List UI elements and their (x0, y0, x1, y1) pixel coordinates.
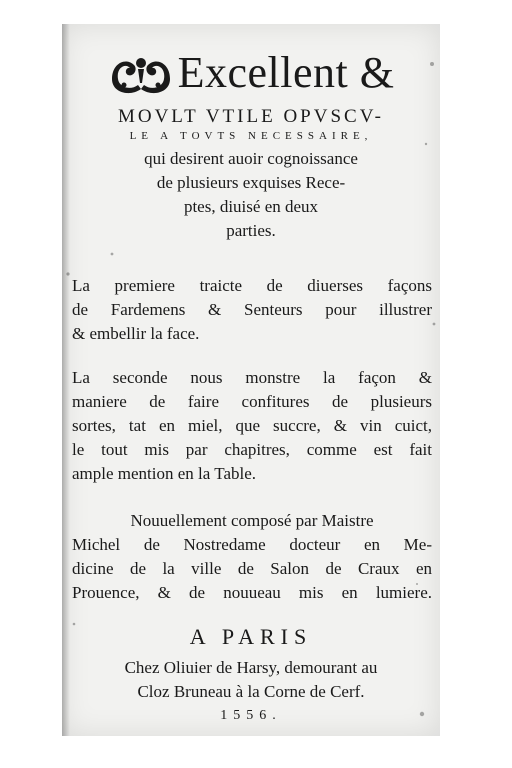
paragraph-line: La premiere traicte de diuerses façons (72, 276, 432, 295)
paragraph-line: sortes, tat en miel, que succre, & vin cuict, (72, 416, 432, 435)
paragraph-line: & embellir la face. (72, 324, 200, 343)
paragraph-line: Michel de Nostredame docteur en Me- (72, 535, 432, 554)
paragraph-second-part (72, 366, 432, 486)
paragraph-first-part (72, 274, 432, 346)
paragraph-line: Nouuellement composé par Maistre (130, 511, 374, 530)
paragraph-line: le tout mis par chapitres, comme est fait (72, 440, 432, 459)
paragraph-line: Prouence, & de nouueau mis en lumiere. (72, 583, 432, 602)
subtitle-line: parties. (226, 221, 276, 240)
subtitle-line: qui desirent auoir cognoissance (144, 149, 358, 168)
paragraph-line: de Fardemens & Senteurs pour illustrer (72, 300, 432, 319)
title-page (62, 24, 440, 736)
imprint-printer: Chez Oliuier de Harsy, demourant au (124, 658, 378, 677)
paragraph-line: La seconde nous monstre la façon & (72, 368, 432, 387)
fleuron-icon (108, 49, 174, 95)
subtitle-line: ptes, diuisé en deux (183, 197, 319, 216)
page-edge-shadow (62, 24, 70, 736)
paragraph-author (72, 509, 432, 605)
imprint-year: 1556. (220, 708, 282, 723)
title-caps-line-1: MOVLT VTILE OPVSCV- (117, 106, 385, 127)
title-caps-line-2: LE A TOVTS NECESSAIRE, (129, 130, 373, 142)
imprint-address: Cloz Bruneau à la Corne de Cerf. (137, 682, 365, 701)
book-title: Excellent & (177, 47, 395, 97)
paragraph-line: maniere de faire confitures de plusieurs (72, 392, 432, 411)
paragraph-line: dicine de la ville de Salon de Craux en (72, 559, 432, 578)
title-row (62, 44, 440, 100)
imprint-city: A PARIS (189, 624, 313, 649)
paragraph-line: ample mention en la Table. (72, 464, 257, 483)
subtitle-line: de plusieurs exquises Rece- (156, 173, 346, 192)
